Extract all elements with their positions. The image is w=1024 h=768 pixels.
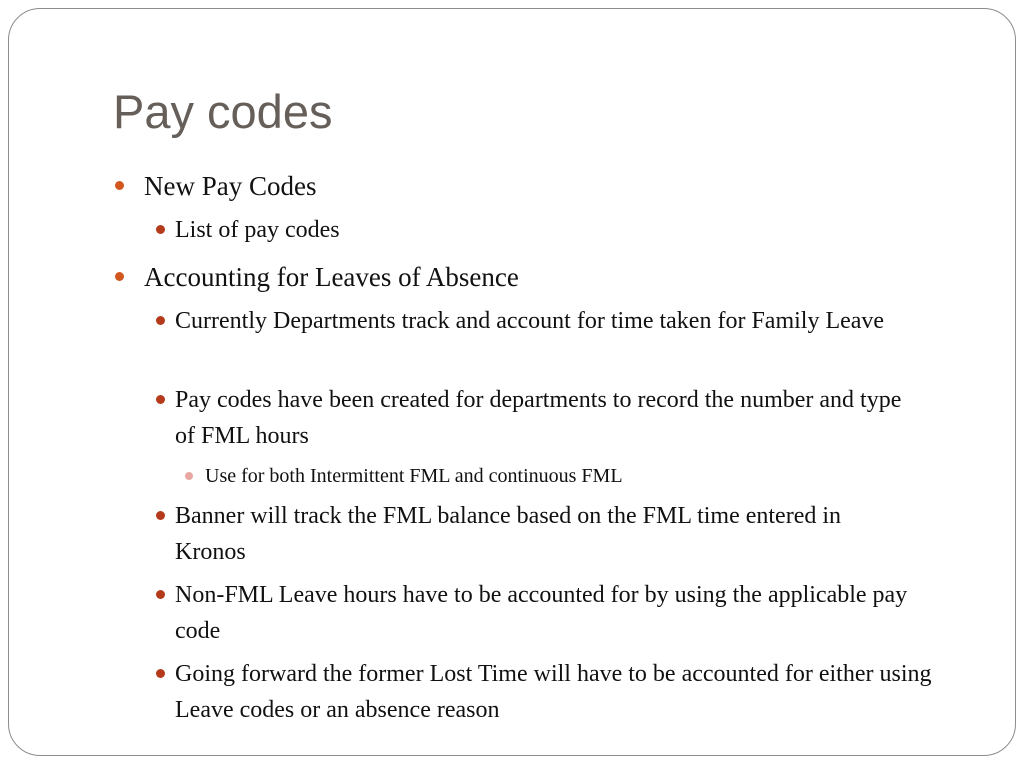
bullet-text: List of pay codes <box>175 217 340 243</box>
slide-title: Pay codes <box>113 85 333 138</box>
bullet-dot-icon <box>156 316 165 325</box>
sub-bullet-item <box>175 656 965 728</box>
bullet-text: New Pay Codes <box>144 171 317 201</box>
bullet-dot-icon <box>115 181 124 190</box>
bullet-text: Pay codes have been created for departments to record the number and type of FML hours <box>175 387 902 449</box>
bullet-item <box>144 261 519 293</box>
bullet-text: Currently Departments track and account for time taken for Family Leave <box>175 308 885 334</box>
sub-sub-bullet-item <box>205 463 623 489</box>
bullet-dot-icon <box>115 272 124 281</box>
bullet-dot-icon <box>156 225 165 234</box>
bullet-dot-icon <box>156 590 165 599</box>
bullet-text: Going forward the former Lost Time will have to be accounted for either using Leave codes or an absence reason <box>175 661 932 723</box>
sub-bullet-item <box>175 382 915 454</box>
bullet-dot-icon <box>156 511 165 520</box>
bullet-dot-icon <box>156 395 165 404</box>
bullet-text: Banner will track the FML balance based on the FML time entered in Kronos <box>175 503 842 565</box>
bullet-text: Non-FML Leave hours have to be accounted for by using the applicable pay code <box>175 582 908 644</box>
bullet-text: Accounting for Leaves of Absence <box>144 262 519 292</box>
bullet-dot-icon <box>156 669 165 678</box>
sub-bullet-item <box>175 303 935 339</box>
bullet-dot-icon <box>185 472 193 480</box>
sub-bullet-item <box>175 577 935 649</box>
sub-bullet-item <box>175 212 340 248</box>
bullet-text: Use for both Intermittent FML and continuous FML <box>205 465 623 487</box>
bullet-item <box>144 170 316 202</box>
sub-bullet-item <box>175 498 915 570</box>
